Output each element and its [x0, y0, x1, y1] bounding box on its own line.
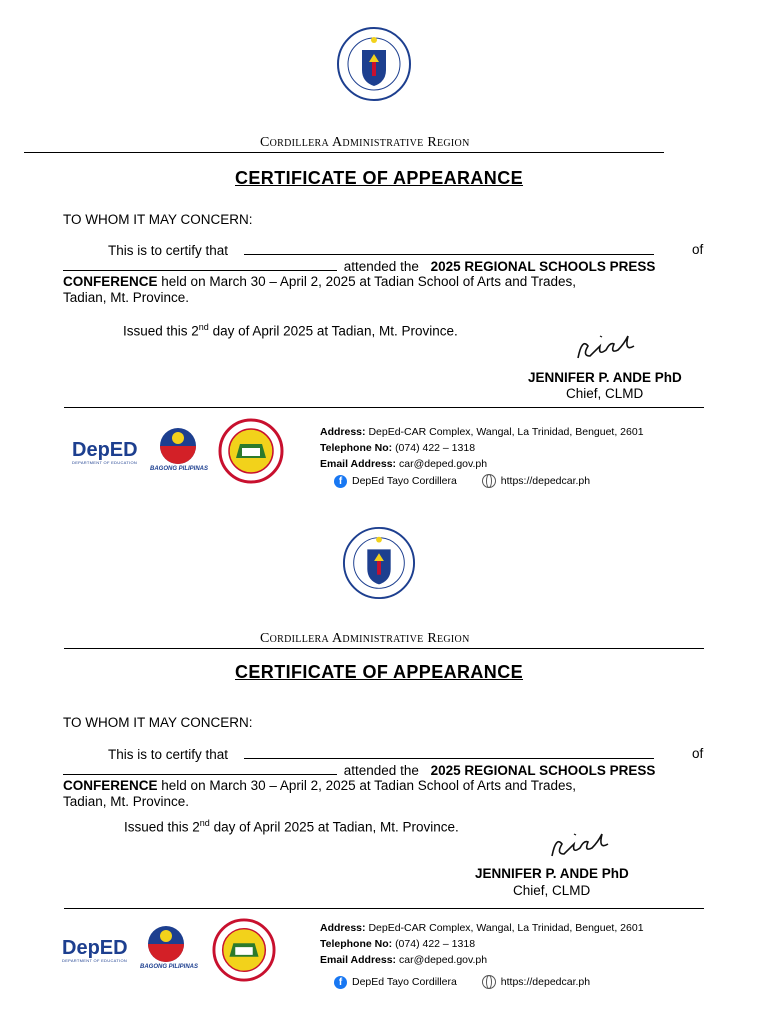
footer-rule: [64, 407, 704, 408]
body-line-2: attended the 2025 REGIONAL SCHOOLS PRESS: [63, 762, 655, 778]
certificate-1: [0, 0, 768, 500]
issued-line: Issued this 2nd day of April 2025 at Tadian, Mt. Province.: [124, 818, 459, 835]
facebook-icon: f: [334, 475, 347, 488]
body-line-1-of: of: [692, 746, 704, 761]
salutation: TO WHOM IT MAY CONCERN:: [63, 715, 253, 730]
body-line-3: CONFERENCE held on March 30 – April 2, 2025 at Tadian School of Arts and Trades,: [63, 274, 577, 289]
deped-seal-logo: [336, 26, 412, 102]
body-line-4: Tadian, Mt. Province.: [63, 794, 190, 809]
header-rule: [24, 152, 664, 153]
signature-image: [544, 826, 614, 866]
facebook-link[interactable]: f DepEd Tayo Cordillera: [334, 475, 457, 487]
address-line: Address: DepEd-CAR Complex, Wangal, La Trinidad, Benguet, 2601: [320, 426, 644, 438]
body-line-1-of: of: [692, 242, 704, 257]
body-line-4: Tadian, Mt. Province.: [63, 290, 190, 305]
header-rule: [64, 648, 704, 649]
bagong-pilipinas-logo: [152, 424, 204, 466]
signer-name: JENNIFER P. ANDE PhD: [528, 370, 682, 385]
deped-car-seal: [212, 918, 276, 982]
website-link[interactable]: https://depedcar.ph: [482, 475, 590, 487]
contact-block: [320, 920, 644, 990]
salutation: TO WHOM IT MAY CONCERN:: [63, 212, 253, 227]
signer-position: Chief, CLMD: [513, 883, 591, 898]
facebook-icon: f: [334, 976, 347, 989]
body-line-2: attended the 2025 REGIONAL SCHOOLS PRESS: [63, 258, 655, 274]
issued-line: Issued this 2nd day of April 2025 at Tadian, Mt. Province.: [123, 322, 458, 339]
school-blank: [63, 258, 337, 271]
region-name: Cordillera Administrative Region: [260, 135, 470, 150]
certificate-title: CERTIFICATE OF APPEARANCE: [235, 168, 524, 188]
certificate-2: [0, 504, 768, 1004]
school-blank: [63, 762, 337, 775]
website-link[interactable]: https://depedcar.ph: [482, 976, 590, 988]
deped-seal-logo: [342, 526, 416, 600]
signer-name: JENNIFER P. ANDE PhD: [475, 866, 629, 881]
address-line: Address: DepEd-CAR Complex, Wangal, La Trinidad, Benguet, 2601: [320, 922, 644, 934]
telephone-line: Telephone No: (074) 422 – 1318: [320, 938, 476, 950]
footer-rule: [64, 908, 704, 909]
bagong-pilipinas-text: BAGONG PILIPINAS: [140, 964, 199, 970]
email-line: Email Address: car@deped.gov.ph: [320, 954, 488, 966]
facebook-link[interactable]: f DepEd Tayo Cordillera: [334, 976, 457, 988]
body-line-1: This is to certify that: [108, 242, 654, 258]
signer-position: Chief, CLMD: [566, 386, 644, 401]
globe-icon: [482, 474, 496, 488]
region-name: Cordillera Administrative Region: [260, 631, 470, 646]
globe-icon: [482, 975, 496, 989]
email-line: Email Address: car@deped.gov.ph: [320, 458, 488, 470]
deped-logo: DepED DEPARTMENT OF EDUCATION: [72, 439, 138, 465]
signature-image: [570, 328, 640, 368]
body-line-1: This is to certify that: [108, 746, 654, 762]
deped-car-seal: [218, 418, 284, 484]
certificate-title: CERTIFICATE OF APPEARANCE: [235, 662, 524, 682]
bagong-pilipinas-logo: [140, 922, 192, 964]
telephone-line: Telephone No: (074) 422 – 1318: [320, 442, 476, 454]
name-blank: [244, 242, 654, 255]
deped-logo: DepED DEPARTMENT OF EDUCATION: [62, 937, 128, 963]
bagong-pilipinas-text: BAGONG PILIPINAS: [150, 466, 209, 472]
body-line-3: CONFERENCE held on March 30 – April 2, 2025 at Tadian School of Arts and Trades,: [63, 778, 577, 793]
contact-block: [320, 424, 644, 489]
name-blank: [244, 746, 654, 759]
